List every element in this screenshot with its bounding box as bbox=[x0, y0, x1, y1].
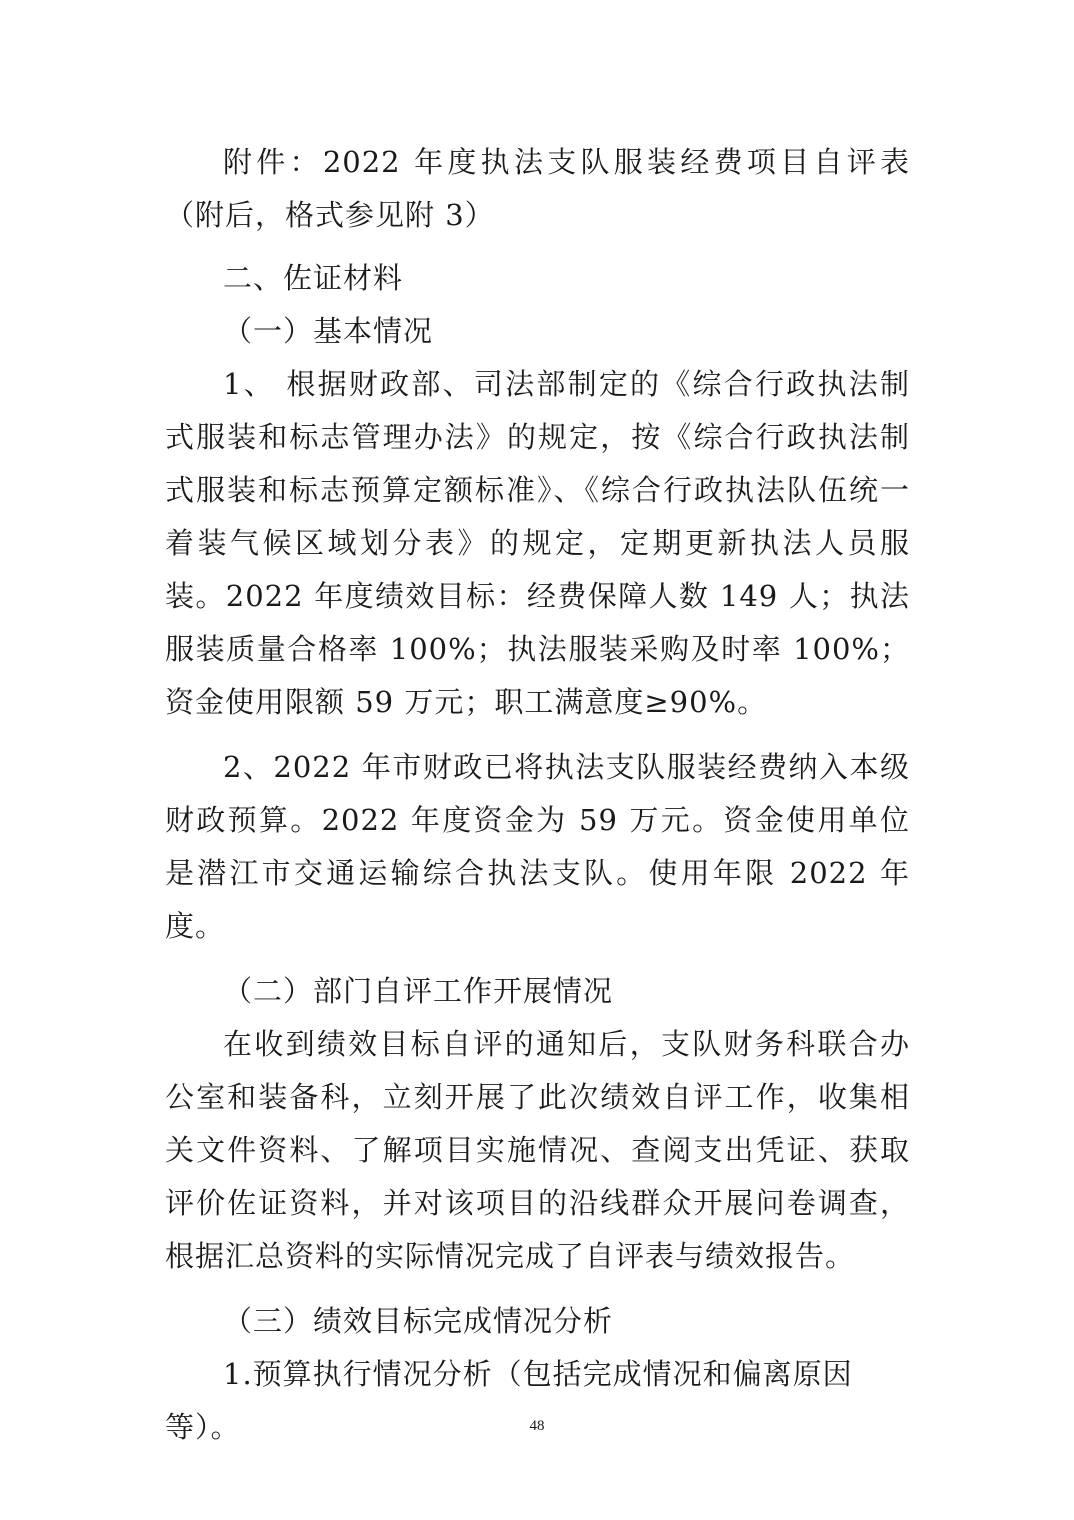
paragraph-budget-execution: 1.预算执行情况分析（包括完成情况和偏离原因等）。 bbox=[165, 1357, 853, 1444]
document-body bbox=[165, 136, 910, 1454]
paragraph-self-evaluation: 在收到绩效目标自评的通知后，支队财务科联合办公室和装备科，立刻开展了此次绩效自评工作，收集相关文件资料、了解项目实施情况、查阅支出凭证、获取评价佐证资料，并对该项目的沿线群众开展问卷调查，根据汇总资料的实际情况完成了自评表与绩效报告。 bbox=[165, 1027, 910, 1273]
attachment-note: 附件：2022 年度执法支队服装经费项目自评表（附后，格式参见附 3） bbox=[165, 145, 910, 232]
section-heading-evidence: 二、佐证材料 bbox=[223, 261, 404, 295]
paragraph-basic-info-2: 2、2022 年市财政已将执法支队服装经费纳入本级财政预算。2022 年度资金为 59 万元。资金使用单位是潜江市交通运输综合执法支队。使用年限 2022 年度。 bbox=[165, 750, 910, 943]
page-number: 48 bbox=[529, 1418, 545, 1434]
subsection-heading-basic-info: （一）基本情况 bbox=[223, 314, 434, 348]
paragraph-basic-info-1: 1、 根据财政部、司法部制定的《综合行政执法制式服装和标志管理办法》的规定，按《综合行政执法制式服装和标志预算定额标准》、《综合行政执法队伍统一着装气候区域划分表》的规定，定期更新执法人员服装。2022 年度绩效目标：经费保障人数 149 人；执法服装质量合格率 100%；执法服装采购及时率 100%；资金使用限额 59 万元；职工满意度≥90%。 bbox=[165, 367, 910, 719]
subsection-heading-self-evaluation: （二）部门自评工作开展情况 bbox=[223, 974, 614, 1008]
subsection-heading-goal-analysis: （三）绩效目标完成情况分析 bbox=[223, 1304, 614, 1338]
